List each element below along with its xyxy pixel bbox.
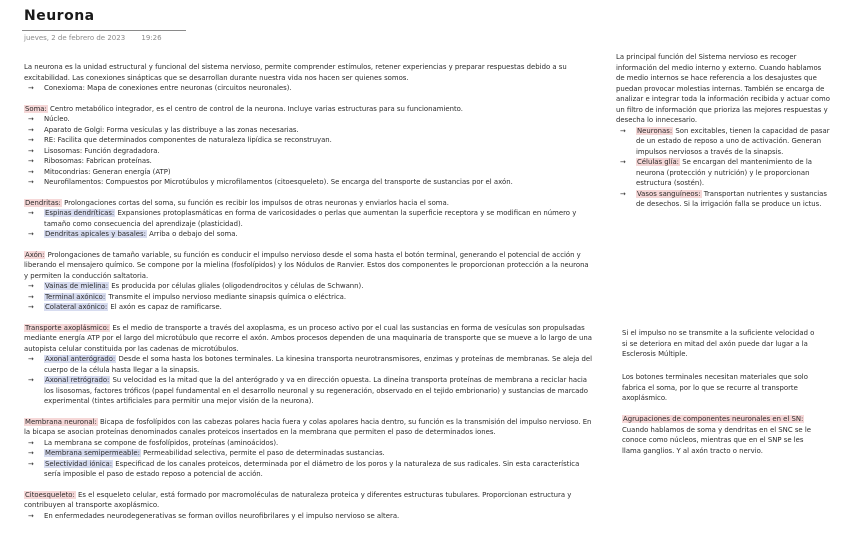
side-note-sistema-nervioso bbox=[616, 52, 832, 210]
soma-item: RE: Facilita que determinados componentes de naturaleza lipídica se reconstruyan. bbox=[44, 136, 332, 144]
glia-term: Células glía: bbox=[637, 158, 679, 166]
anterogrado-term: Axonal anterógrado: bbox=[45, 355, 116, 363]
agrupaciones-text: Cuando hablamos de soma y dendritas en el SNC se le conoce como núcleos, mientras que en el SNP se les llama ganglios. Y al axón tracto o nervio. bbox=[622, 425, 812, 455]
list-item bbox=[616, 157, 832, 189]
axon-term: Axón: bbox=[25, 250, 45, 259]
list-item bbox=[24, 125, 594, 136]
list-item bbox=[24, 448, 594, 459]
page-meta bbox=[24, 34, 176, 42]
arrow-icon: → bbox=[28, 459, 34, 468]
retrogrado-term: Axonal retrógrado: bbox=[45, 376, 110, 384]
soma-item: Ribosomas: Fabrican proteínas. bbox=[44, 157, 152, 165]
terminal-text: Transmite el impulso nervioso mediante sinapsis química o eléctrica. bbox=[106, 292, 347, 301]
list-item bbox=[24, 135, 594, 146]
soma-item: Aparato de Golgi: Forma vesículas y las distribuye a las zonas necesarias. bbox=[44, 125, 299, 134]
arrow-icon: → bbox=[28, 136, 34, 144]
transporte-text: Es el medio de transporte a través del axoplasma, es un proceso activo por el cual las sustancias en forma de vesículas son propulsadas mediante energía ATP por el largo del microtúbulo que recorre el axón. Ambos procesos dependen de una maquinaria de transporte que se mueve a lo largo de una autopista celular constituida por las cadenas de microtúbulos. bbox=[24, 323, 592, 353]
arrow-icon: → bbox=[28, 167, 34, 176]
mielina-text: Es producida por células gliales (oligodendrocitos y células de Schwann). bbox=[109, 282, 364, 290]
arrow-icon: → bbox=[28, 282, 34, 290]
section-axon bbox=[24, 250, 594, 313]
list-item bbox=[616, 189, 832, 210]
soma-item: Mitocondrias: Generan energía (ATP) bbox=[44, 167, 171, 176]
terminal-term: Terminal axónico: bbox=[45, 292, 106, 301]
list-item bbox=[24, 302, 594, 313]
intro-text: La neurona es la unidad estructural y funcional del sistema nervioso, permite comprender estímulos, retener experiencias y preparar respuestas debido a su excitabilidad. Las conexiones sinápticas que se desarrollan durante nuestra vida nos hacen ser quienes somos. bbox=[24, 63, 567, 82]
arrow-icon: → bbox=[28, 449, 34, 457]
main-notes bbox=[24, 62, 594, 531]
soma-item: Núcleo. bbox=[44, 115, 70, 123]
soma-term: Soma: bbox=[25, 104, 47, 113]
page-date: jueves, 2 de febrero de 2023 bbox=[24, 34, 126, 42]
list-item bbox=[616, 126, 832, 158]
list-item bbox=[24, 156, 594, 167]
arrow-icon: → bbox=[28, 230, 34, 238]
title-divider bbox=[22, 30, 186, 31]
selectividad-text: Especificad de los canales proteicos, determinada por el diámetro de los poros y la naturaleza de sus radicales. Sin esta característica sería imposible el paso de estado reposo a potencial de acción. bbox=[44, 459, 580, 478]
section-dendritas bbox=[24, 198, 594, 240]
side-note-esclerosis bbox=[622, 328, 822, 360]
arrow-icon: → bbox=[28, 146, 34, 155]
list-item bbox=[24, 438, 594, 449]
colateral-term: Colateral axónico: bbox=[45, 303, 108, 311]
colateral-text: El axón es capaz de ramificarse. bbox=[108, 303, 222, 311]
side-intro-text: La principal función del Sistema nervioso es recoger información del medio interno y externo. Cuando hablamos de medio internos se hace referencia a los desajustes que puedan provocar molestias internas. También se encarga de analizar e integrar toda la información recibida y actuar como un filtro de información que prioriza las mejores respuestas y desecha lo innecesario. bbox=[616, 53, 830, 124]
page-title: Neurona bbox=[24, 8, 95, 24]
list-item bbox=[24, 167, 594, 178]
arrow-icon: → bbox=[28, 84, 34, 92]
list-item bbox=[24, 146, 594, 157]
apicales-term: Dendritas apicales y basales: bbox=[45, 230, 146, 238]
list-item bbox=[24, 354, 594, 375]
apicales-text: Arriba o debajo del soma. bbox=[146, 230, 238, 238]
dendritas-text: Prolongaciones cortas del soma, su función es recibir los impulsos de otras neuronas y enviarlos hacia el soma. bbox=[61, 198, 449, 207]
arrow-icon: → bbox=[28, 292, 34, 301]
list-item bbox=[24, 292, 594, 303]
vasos-text: Transportan nutrientes y sustancias de desechos. Si la irrigación falla se produce un ictus. bbox=[636, 189, 827, 208]
section-intro bbox=[24, 62, 594, 94]
list-item bbox=[24, 375, 594, 407]
arrow-icon: → bbox=[28, 355, 34, 363]
arrow-icon: → bbox=[28, 209, 34, 217]
section-transporte bbox=[24, 323, 594, 407]
list-item bbox=[24, 114, 594, 125]
axon-text: Prolongaciones de tamaño variable, su función es conducir el impulso nervioso desde el soma hasta el botón terminal, generando el potencial de acción y liberando el mensajero químico. Se compone por la mielina (fosfolípidos) y los Nódulos de Ranvier. Estos dos componentes le proporcionan protección a la neurona y permiten la conducción saltatoria. bbox=[24, 250, 589, 280]
soma-item: Neurofilamentos: Compuestos por Microtúbulos y microfilamentos (citoesqueleto). Se encarga del transporte de sustancias por el axón. bbox=[44, 178, 513, 186]
membrana-text: Bicapa de fosfolípidos con las cabezas polares hacia fuera y colas apolares hacia dentro, su función es la transmisión del impulso nervioso. En la bicapa se asocian proteínas denominados canales proteicos insertados en la membrana que permiten el paso de determinados iones. bbox=[24, 417, 592, 436]
arrow-icon: → bbox=[28, 303, 34, 311]
citoesqueleto-text: Es el esqueleto celular, está formado por macromoléculas de naturaleza proteica y diferentes estructuras tubulares. Proporcionan estructura y contribuyen al transporte axoplásmico. bbox=[24, 490, 572, 509]
list-item bbox=[24, 229, 594, 240]
section-soma bbox=[24, 104, 594, 188]
neuronas-text: Son excitables, tienen la capacidad de pasar de un estado de reposo a uno de activación. Generan impulsos nerviosos a través de la sinapsis. bbox=[636, 126, 830, 156]
arrow-icon: → bbox=[620, 158, 626, 166]
membrana-term: Membrana neuronal: bbox=[25, 417, 97, 426]
list-item bbox=[24, 177, 594, 188]
citoesqueleto-term: Citoesqueleto: bbox=[25, 490, 75, 499]
agrupaciones-term: Agrupaciones de componentes neuronales en el SN: bbox=[623, 415, 804, 423]
section-citoesqueleto bbox=[24, 490, 594, 522]
mielina-term: Vainas de mielina: bbox=[45, 282, 109, 290]
arrow-icon: → bbox=[620, 189, 626, 198]
side-note-agrupaciones bbox=[622, 414, 822, 456]
arrow-icon: → bbox=[28, 157, 34, 165]
citoesqueleto-item: En enfermedades neurodegenerativas se forman ovillos neurofibrilares y el impulso nervioso se altera. bbox=[44, 511, 400, 520]
membrana-item: La membrana se compone de fosfolípidos, proteínas (aminoácidos). bbox=[44, 438, 279, 447]
transporte-term: Transporte axoplásmico: bbox=[25, 323, 110, 332]
soma-text: Centro metabólico integrador, es el centro de control de la neurona. Incluye varias estructuras para su funcionamiento. bbox=[47, 104, 463, 113]
list-item bbox=[24, 511, 594, 522]
anterogrado-text: Desde el soma hasta los botones terminales. La kinesina transporta neurotransmisores, enzimas y proteínas de membranas. Se aleja del cuerpo de la célula hasta llegar a la sinapsis. bbox=[44, 355, 593, 374]
arrow-icon: → bbox=[28, 178, 34, 186]
arrow-icon: → bbox=[28, 125, 34, 134]
arrow-icon: → bbox=[28, 376, 34, 384]
vasos-term: Vasos sanguíneos: bbox=[637, 189, 701, 198]
neuronas-term: Neuronas: bbox=[637, 126, 673, 135]
side-note-2: Los botones terminales necesitan materiales que solo fabrica el soma, por lo que se recurre al transporte axoplásmico. bbox=[622, 373, 808, 402]
selectividad-term: Selectividad iónica: bbox=[45, 459, 113, 468]
list-item bbox=[24, 459, 594, 480]
retrogrado-text: Su velocidad es la mitad que la del anterógrado y va en dirección opuesta. La dineína transporta proteínas de membrana a reciclar hacia los lisosomas, factores tróficos (papel fundamental en el desarrollo neuronal y su regeneración, observado en el tejido embrionario) y sustancias de marcado experimental (tintes artificiales para permitir una mejor visión de la neurona). bbox=[44, 376, 588, 405]
semipermeable-term: Membrana semipermeable: bbox=[45, 449, 140, 457]
arrow-icon: → bbox=[620, 126, 626, 135]
arrow-icon: → bbox=[28, 115, 34, 123]
page-time: 19:26 bbox=[141, 34, 162, 42]
glia-text: Se encargan del mantenimiento de la neurona (protección y nutrición) y le proporcionan estructura (sostén). bbox=[636, 158, 813, 187]
list-item bbox=[24, 208, 594, 229]
intro-item: Conexioma: Mapa de conexiones entre neuronas (circuitos neuronales). bbox=[44, 84, 292, 92]
dendritas-term: Dendritas: bbox=[25, 198, 61, 207]
section-membrana bbox=[24, 417, 594, 480]
espinas-text: Expansiones protoplasmáticas en forma de varicosidades o perlas que aumentan la superficie receptora y se modifican en número y tamaño como consecuencia del aprendizaje (plasticidad). bbox=[44, 209, 577, 228]
semipermeable-text: Permeabilidad selectiva, permite el paso de determinadas sustancias. bbox=[140, 449, 385, 457]
espinas-term: Espinas dendríticas: bbox=[45, 209, 115, 217]
arrow-icon: → bbox=[28, 438, 34, 447]
side-note-botones bbox=[622, 372, 822, 404]
arrow-icon: → bbox=[28, 511, 34, 520]
side-note-1: Si el impulso no se transmite a la suficiente velocidad o si se deteriora en mitad del axón puede dar lugar a la Esclerosis Múltiple. bbox=[622, 329, 815, 358]
list-item bbox=[24, 281, 594, 292]
soma-item: Lisosomas: Función degradadora. bbox=[44, 146, 160, 155]
list-item bbox=[24, 83, 594, 94]
